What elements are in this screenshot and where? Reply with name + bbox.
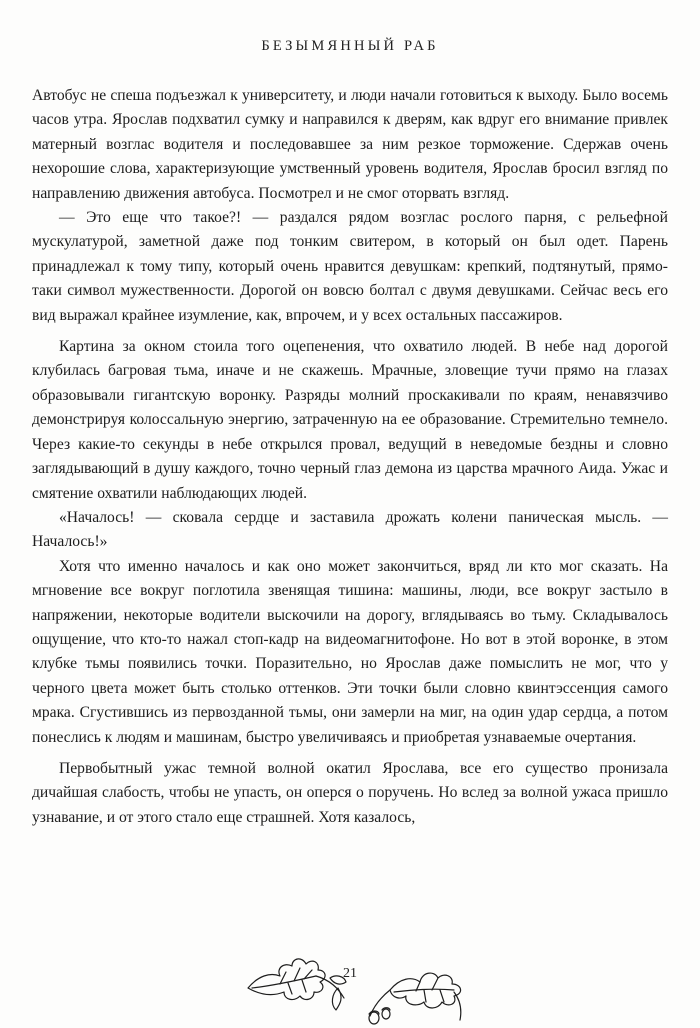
oak-branch-ornament-icon xyxy=(240,948,470,1028)
paragraph-1: Автобус не спеша подъезжал к университету, и люди начали готовиться к выходу. Было восемь часов утра. Ярослав подхватил сумку и направился к дверям, как вдруг его внимание привлек матерный возглас водителя и последовавшее за ним резкое торможение. Сдержав очень нехорошие слова, характеризующие умственный уровень водителя, Ярослав бросил взгляд по направлению движения автобуса. Посмотрел и не смог оторвать взгляд. xyxy=(32,87,668,202)
running-title: БЕЗЫМЯННЫЙ РАБ xyxy=(261,38,439,54)
paragraph-2: — Это еще что такое?! — раздался рядом возглас рослого парня, с рельефной мускулатурой, заметной даже под тонким свитером, в который он был одет. Парень принадлежал к тому типу, который очень нравится девушкам: крепкий, подтянутый, прямо-таки символ мужественности. Дорогой он вовсю болтал с двумя девушками. Сейчас весь его вид выражал крайнее изумление, как, впрочем, и у всех остальных пассажиров. xyxy=(32,209,668,324)
page-number: 21 xyxy=(343,966,357,981)
paragraph-3: Картина за окном стоила того оцепенения, что охватило людей. В небе над дорогой клубилась багровая тьма, иначе и не скажешь. Мрачные, зловещие тучи прямо на глазах образовывали гигантскую воронку. Разряды молний проскакивали по краям, ненавязчиво демонстрируя колоссальную энергию, затраченную на ее образование. Стремительно темнело. Через какие-то секунды в небе открылся провал, ведущий в неведомые бездны и словно заглядывающий в душу каждого, точно черный глаз демона из царства мрачного Аида. Ужас и смятение охватили наблюдающих людей. xyxy=(32,338,668,502)
body-text xyxy=(32,84,668,830)
paragraph-5: Хотя что именно началось и как оно может закончиться, вряд ли кто мог сказать. На мгновение все вокруг поглотила звенящая тишина: машины, люди, все вокруг застыло в напряжении, некоторые водители выскочили на дорогу, вглядываясь во тьму. Складывалось ощущение, что кто-то нажал стоп-кадр на видеомагнитофоне. Но вот в этой воронке, в этом клубке тьмы появились точки. Поразительно, но Ярослав даже помыслить не мог, что у черного цвета может быть столько оттенков. Эти точки были словно квинтэссенция самого мрака. Сгустившись из первозданной тьмы, они замерли на миг, на один удар сердца, а потом понеслись к людям и машинам, быстро увеличиваясь и приобретая узнаваемые очертания. xyxy=(32,557,668,746)
paragraph-4: «Началось! — сковала сердце и заставила дрожать колени паническая мысль. — Началось!» xyxy=(32,508,668,551)
paragraph-6: Первобытный ужас темной волной окатил Ярослава, все его существо пронизала дичайшая слабость, чтобы не упасть, он оперся о поручень. Но вслед за волной ужаса пришло узнавание, и от этого стало еще страшней. Хотя казалось, xyxy=(32,759,668,826)
